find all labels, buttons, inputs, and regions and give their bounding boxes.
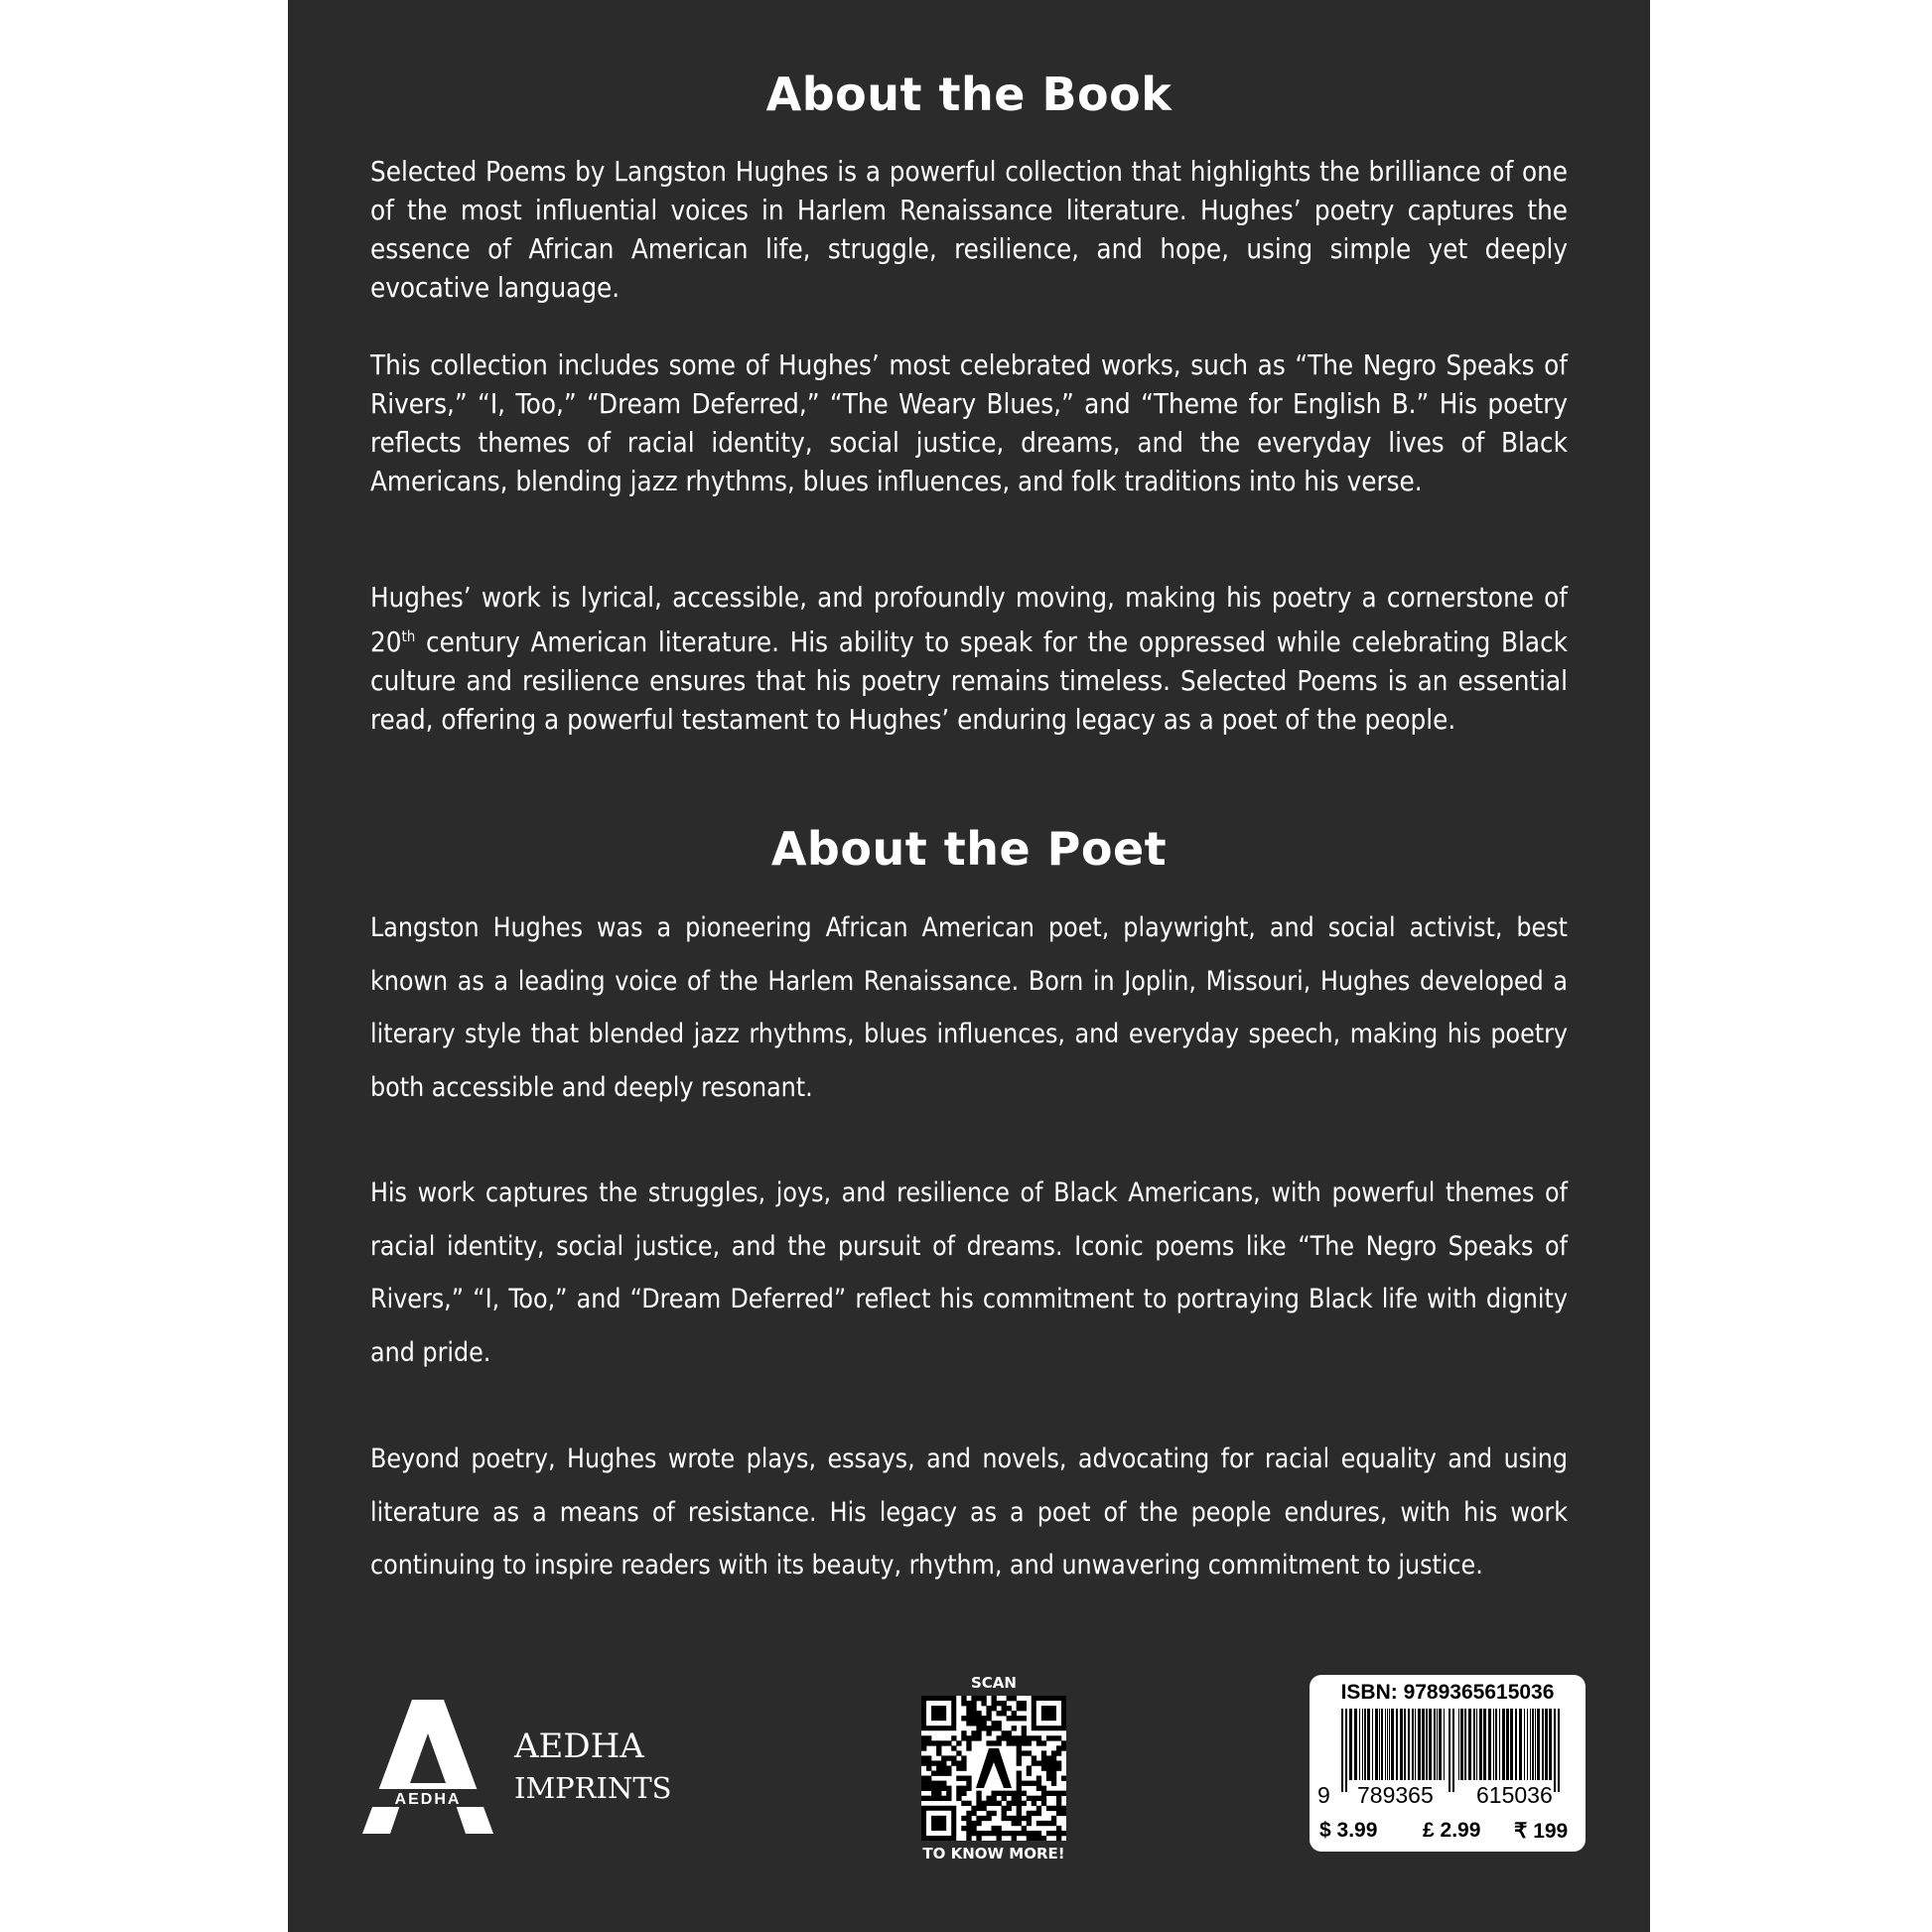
publisher-name-line1: AEDHA	[514, 1726, 644, 1766]
publisher-name	[514, 1725, 672, 1809]
barcode-icon	[1323, 1709, 1572, 1792]
about-poet-paragraph-1: Langston Hughes was a pioneering African American poet, playwright, and social activist, best known as a leading voice of the Harlem Renaissance. Born in Joplin, Missouri, Hughes developed a literary style that blended jazz rhythms, blues influences, and everyday speech, making his poetry both accessible and deeply resonant.	[370, 912, 1568, 1103]
paragraph-3-text-start: Hughes’ work is lyrical, accessible, and profoundly moving, making his poetry a cornerstone of 20	[370, 582, 1568, 659]
about-book-paragraph-2: This collection includes some of Hughes’ most celebrated works, such as “The Negro Speaks of Rivers,” “I, Too,” “Dream Deferred,” “The Weary Blues,” and “Theme for English B.” His poetry reflects themes of racial identity, social justice, dreams, and the everyday lives of Black Americans, blending jazz rhythms, blues influences, and folk traditions into his verse.	[370, 349, 1568, 497]
paragraph-3-text-end: century American literature. His ability to speak for the oppressed while celebrating Black culture and resilience ensures that his poetry remains timeless. Selected Poems is an essential read, offering a powerful testament to Hughes’ enduring legacy as a poet of the people.	[370, 626, 1568, 737]
price-usd: $ 3.99	[1319, 1819, 1378, 1842]
about-poet-paragraph-3: Beyond poetry, Hughes wrote plays, essays, and novels, advocating for racial equality and using literature as a means of resistance. His legacy as a poet of the people endures, with his work continuing to inspire readers with its beauty, rhythm, and unwavering commitment to justice.	[370, 1444, 1568, 1581]
isbn-label: ISBN: 9789365615036	[1340, 1681, 1555, 1704]
qr-pattern-icon	[921, 1696, 1066, 1841]
barcode-digits-mid: 789365	[1357, 1782, 1434, 1808]
aedha-logo-icon	[362, 1700, 493, 1834]
publisher-name-line2: IMPRINTS	[514, 1771, 672, 1805]
qr-code[interactable]	[921, 1696, 1066, 1841]
barcode-panel	[1310, 1675, 1586, 1852]
barcode-digits-last: 615036	[1476, 1782, 1553, 1808]
barcode-digit-first: 9	[1317, 1782, 1330, 1808]
back-cover	[288, 0, 1650, 1932]
logo-wordmark: AEDHA	[394, 1791, 462, 1808]
price-gbp: £ 2.99	[1423, 1819, 1481, 1842]
qr-bottom-caption: TO KNOW MORE!	[922, 1845, 1065, 1863]
price-inr: ₹ 199	[1514, 1820, 1569, 1843]
ordinal-suffix: th	[401, 627, 416, 645]
qr-block	[919, 1674, 1068, 1863]
about-book-paragraph-1: Selected Poems by Langston Hughes is a powerful collection that highlights the brilliance of one of the most influential voices in Harlem Renaissance literature. Hughes’ poetry captures the essence of African American life, struggle, resilience, and hope, using simple yet deeply evocative language.	[370, 156, 1568, 304]
about-poet-paragraph-2: His work captures the struggles, joys, and resilience of Black Americans, with powerful themes of racial identity, social justice, and the pursuit of dreams. Iconic poems like “The Negro Speaks of Rivers,” “I, Too,” and “Dream Deferred” reflect his commitment to portraying Black life with dignity and pride.	[370, 1177, 1568, 1368]
about-book-heading: About the Book	[765, 68, 1173, 121]
qr-top-caption: SCAN	[971, 1674, 1017, 1692]
about-book-paragraph-3	[370, 579, 1568, 740]
about-poet-heading: About the Poet	[770, 822, 1168, 876]
